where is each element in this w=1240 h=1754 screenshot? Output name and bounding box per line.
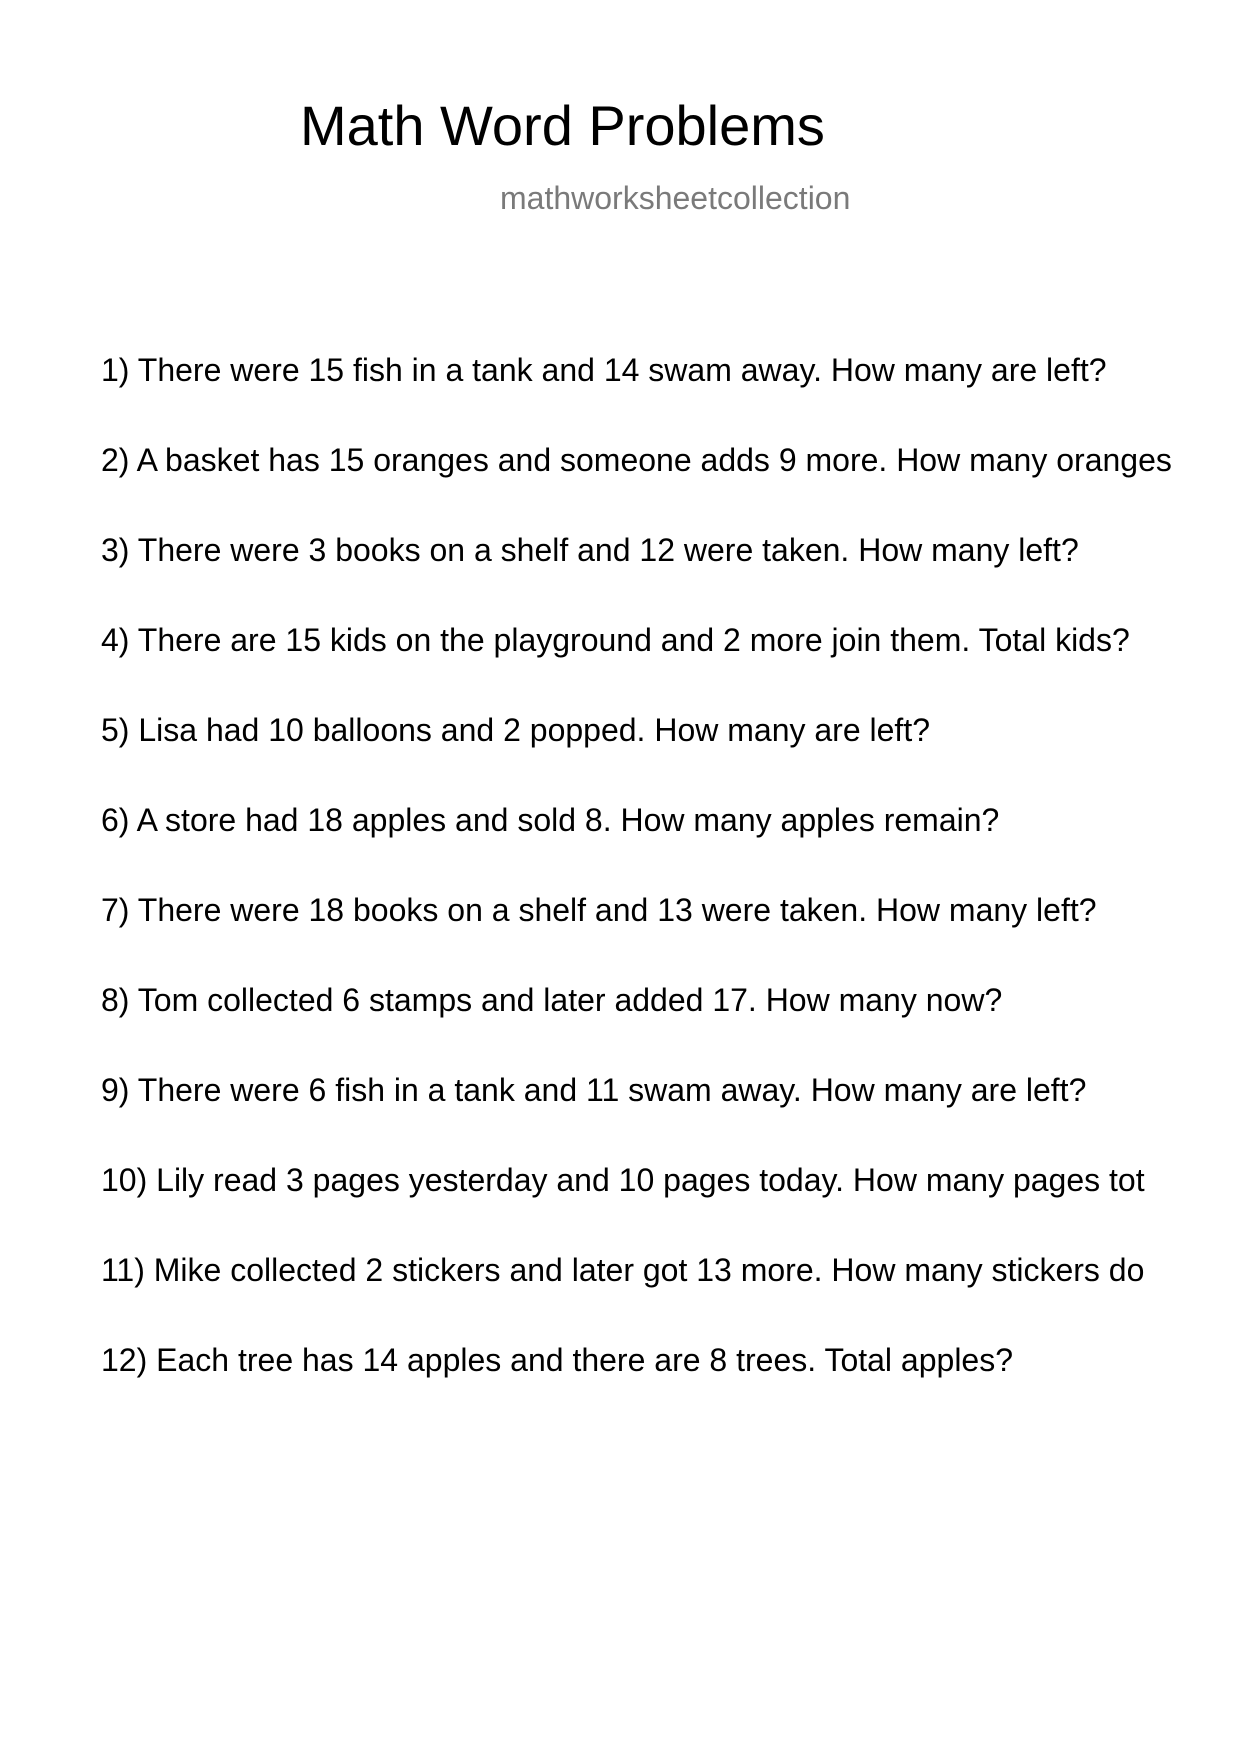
problem-7: 7) There were 18 books on a shelf and 13 were taken. How many left? [101,892,1097,928]
problem-9: 9) There were 6 fish in a tank and 11 swam away. How many are left? [101,1072,1087,1108]
problem-1: 1) There were 15 fish in a tank and 14 swam away. How many are left? [101,352,1107,388]
problem-3: 3) There were 3 books on a shelf and 12 were taken. How many left? [101,532,1079,568]
problem-10: 10) Lily read 3 pages yesterday and 10 pages today. How many pages tot [101,1162,1145,1198]
problem-5: 5) Lisa had 10 balloons and 2 popped. How many are left? [101,712,930,748]
worksheet-title: Math Word Problems [300,94,825,157]
problem-11: 11) Mike collected 2 stickers and later got 13 more. How many stickers do [101,1252,1145,1288]
problem-8: 8) Tom collected 6 stamps and later added 17. How many now? [101,982,1003,1018]
problem-2: 2) A basket has 15 oranges and someone adds 9 more. How many oranges [101,442,1172,478]
problem-list [101,350,1172,1430]
problem-6: 6) A store had 18 apples and sold 8. How many apples remain? [101,802,1000,838]
problem-4: 4) There are 15 kids on the playground and 2 more join them. Total kids? [101,622,1130,658]
worksheet-source: mathworksheetcollection [500,180,851,216]
problem-12: 12) Each tree has 14 apples and there are 8 trees. Total apples? [101,1342,1014,1378]
